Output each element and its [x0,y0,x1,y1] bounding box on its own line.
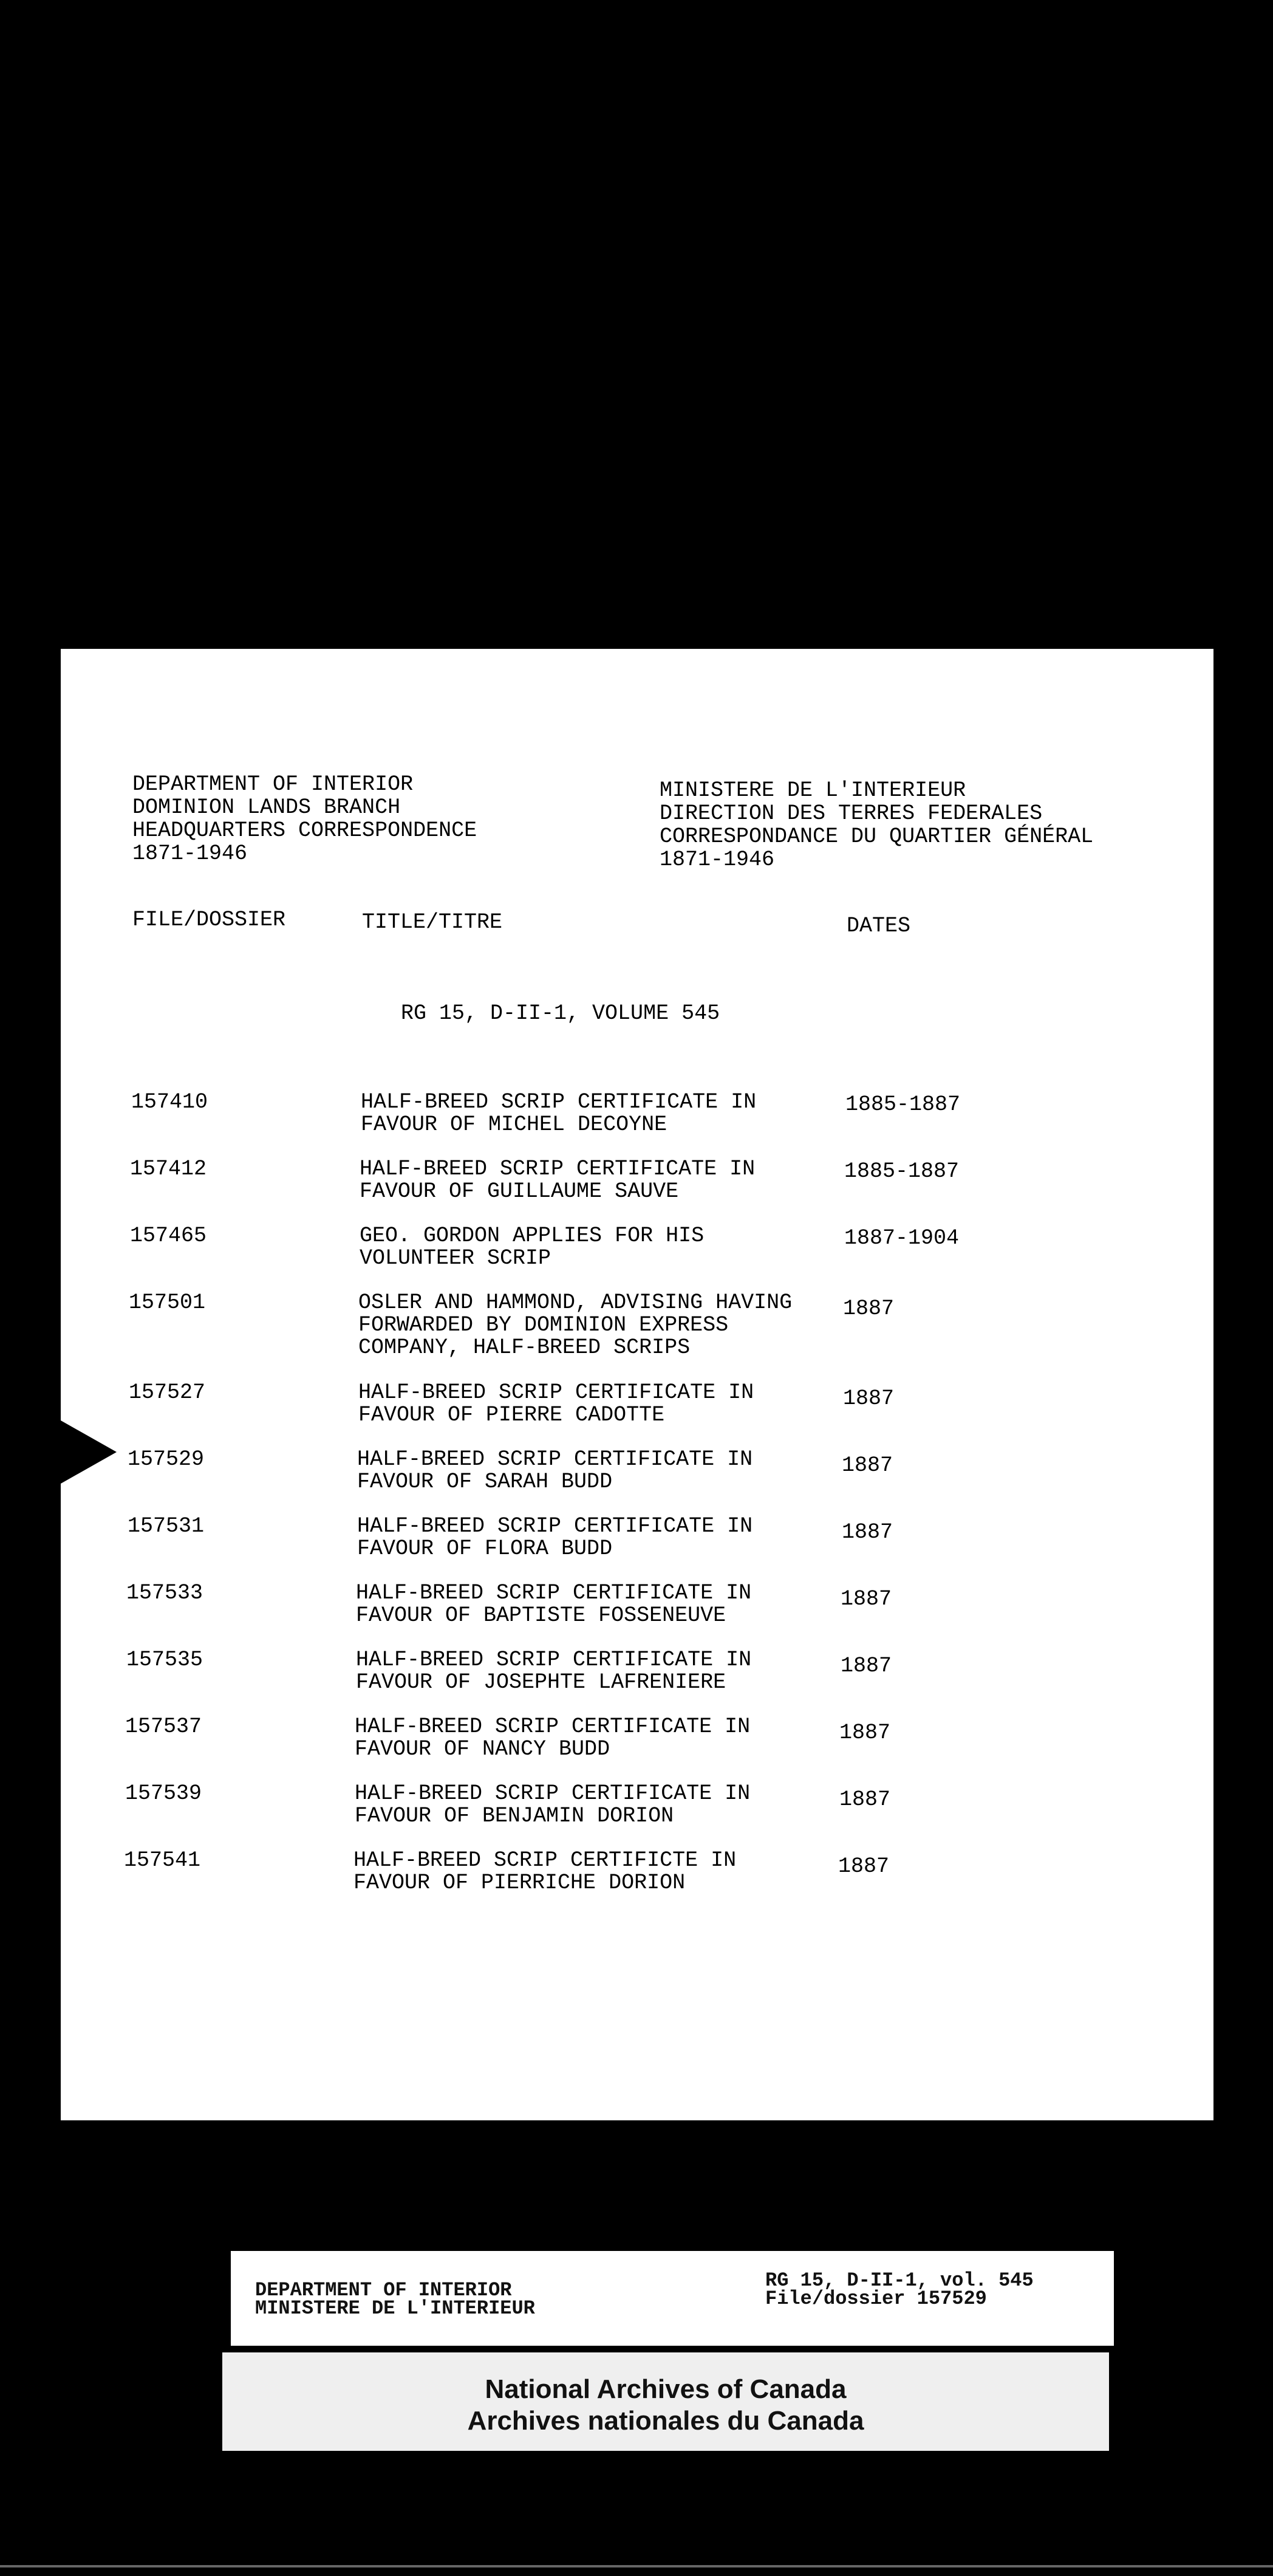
file-dates: 1887 [843,1297,895,1321]
title-line: FAVOUR OF MICHEL DECOYNE [361,1112,667,1137]
title-line: HALF-BREED SCRIP CERTIFICTE IN [353,1848,737,1872]
title-line: HALF-BREED SCRIP CERTIFICATE IN [357,1514,753,1538]
file-dates: 1887 [842,1453,893,1478]
title-line: HALF-BREED SCRIP CERTIFICATE IN [361,1090,757,1114]
title-line: FAVOUR OF SARAH BUDD [357,1470,613,1494]
file-dates: 1887 [841,1654,892,1678]
title-line: VOLUNTEER SCRIP [360,1246,551,1270]
title-line: HALF-BREED SCRIP CERTIFICATE IN [355,1781,751,1806]
header-line: DOMINION LANDS BRANCH [132,795,401,820]
header-english [132,773,477,865]
header-french [660,779,1093,871]
header-line: 1871-1946 [132,841,248,866]
file-dates: 1887 [843,1386,895,1411]
file-number: 157535 [126,1648,203,1672]
title-line: HALF-BREED SCRIP CERTIFICATE IN [357,1447,753,1471]
header-line: CORRESPONDANCE DU QUARTIER GÉNÉRAL [660,824,1094,849]
header-line: DIRECTION DES TERRES FEDERALES [660,801,1043,826]
file-title [357,1515,855,1560]
title-line: FAVOUR OF GUILLAUME SAUVE [360,1179,679,1204]
column-header-file: FILE/DOSSIER [132,908,286,932]
file-title [360,1158,858,1203]
file-number: 157527 [129,1380,206,1405]
title-line: HALF-BREED SCRIP CERTIFICATE IN [355,1714,751,1739]
column-header-title: TITLE/TITRE [362,910,503,934]
header-line: 1871-1946 [660,848,775,872]
file-number: 157529 [128,1447,205,1471]
file-dates: 1887 [841,1587,892,1611]
file-title [361,1091,859,1136]
file-number: 157501 [129,1290,206,1315]
title-line: FAVOUR OF BAPTISTE FOSSENEUVE [356,1603,726,1628]
title-line: OSLER AND HAMMOND, ADVISING HAVING [358,1290,793,1315]
title-line: FAVOUR OF NANCY BUDD [355,1737,610,1761]
file-number: 157412 [130,1157,207,1181]
file-dates: 1885-1887 [845,1092,961,1117]
file-title [353,1849,852,1894]
title-line: HALF-BREED SCRIP CERTIFICATE IN [356,1648,752,1672]
file-number: 157465 [130,1224,207,1248]
file-dates: 1887 [842,1520,893,1544]
arrow-marker-icon [61,1420,117,1484]
title-line: HALF-BREED SCRIP CERTIFICATE IN [358,1380,754,1405]
file-title [360,1225,858,1270]
title-line: COMPANY, HALF-BREED SCRIPS [358,1335,691,1360]
title-line: FAVOUR OF PIERRE CADOTTE [358,1403,665,1427]
volume-label: RG 15, D-II-1, VOLUME 545 [401,1001,720,1026]
label-line: File/dossier 157529 [765,2287,987,2310]
column-header-dates: DATES [847,914,911,938]
department-label [255,2281,535,2318]
header-line: MINISTERE DE L'INTERIEUR [660,778,966,803]
file-title [357,1448,855,1493]
title-line: FAVOUR OF FLORA BUDD [357,1536,613,1561]
file-number: 157531 [128,1514,205,1538]
file-dates: 1887 [839,1787,891,1812]
file-title [358,1292,856,1359]
institution-label [222,2352,1109,2451]
file-number: 157410 [131,1090,208,1114]
file-dates: 1887 [838,1854,890,1879]
file-number: 157533 [126,1581,203,1605]
file-title [356,1649,854,1694]
title-line: FAVOUR OF BENJAMIN DORION [355,1804,674,1828]
file-dates: 1885-1887 [844,1159,960,1184]
label-line: RG 15, D-II-1, vol. 545 [765,2269,1034,2292]
title-line: GEO. GORDON APPLIES FOR HIS [360,1224,705,1248]
file-number: 157541 [124,1848,201,1872]
title-line: FAVOUR OF JOSEPHTE LAFRENIERE [356,1670,726,1694]
file-title [358,1382,856,1427]
file-reference [765,2269,1034,2310]
file-number: 157539 [125,1781,202,1806]
institution-name-fr: Archives nationales du Canada [467,2406,864,2436]
title-line: FORWARDED BY DOMINION EXPRESS [358,1313,729,1337]
file-number: 157537 [125,1714,202,1739]
label-line: MINISTERE DE L'INTERIEUR [255,2297,535,2320]
file-dates: 1887-1904 [844,1226,960,1250]
label-line: DEPARTMENT OF INTERIOR [255,2279,512,2301]
divider [0,2565,1273,2567]
file-title [355,1716,853,1761]
institution-name-en: National Archives of Canada [485,2374,847,2404]
file-title [355,1783,853,1828]
archive-reference-label [231,2251,1114,2346]
file-title [356,1582,854,1627]
header-line: HEADQUARTERS CORRESPONDENCE [132,818,477,843]
title-line: FAVOUR OF PIERRICHE DORION [353,1871,686,1895]
file-dates: 1887 [839,1721,891,1745]
title-line: HALF-BREED SCRIP CERTIFICATE IN [356,1581,752,1605]
header-line: DEPARTMENT OF INTERIOR [132,772,414,796]
title-line: HALF-BREED SCRIP CERTIFICATE IN [360,1157,756,1181]
